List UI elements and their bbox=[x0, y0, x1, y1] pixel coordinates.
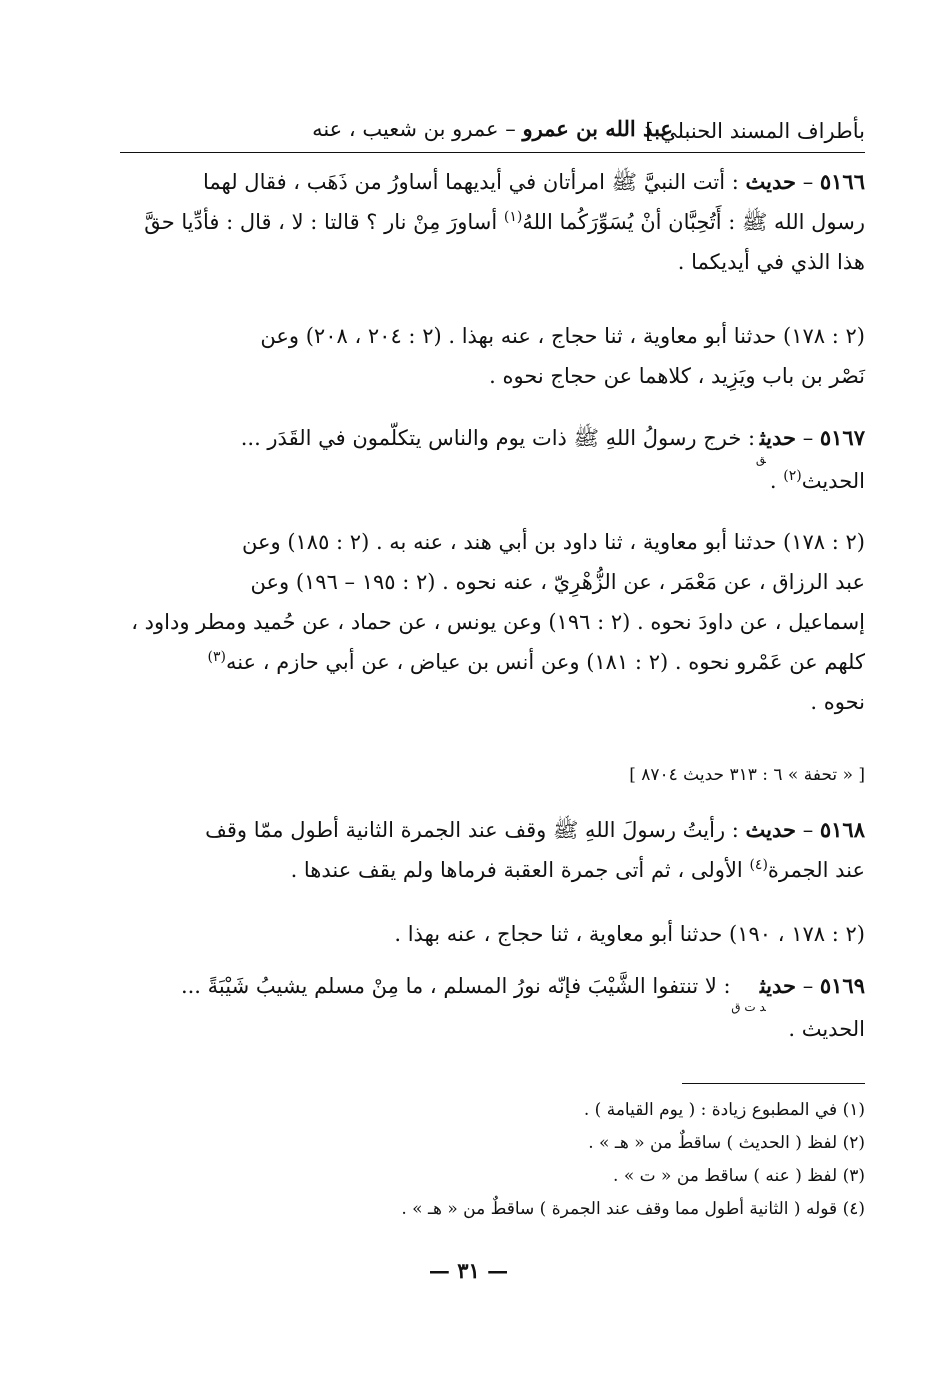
hadith-5166-line-1 bbox=[120, 162, 865, 202]
isnad-5167 bbox=[120, 522, 865, 722]
hadith-5167-line-2 bbox=[120, 461, 865, 501]
isnad-line: نَصْر بن باب ويَزِيد ، كلاهما عن حجاج نحوه . bbox=[489, 364, 865, 388]
hadith-number: ٥١٦٩ bbox=[819, 973, 865, 998]
footnote-1: (١) في المطبوع زيادة : ( يوم القيامة ) . bbox=[583, 1100, 865, 1120]
page-number: — ٣١ — bbox=[428, 1258, 509, 1283]
hadith-5168-line-1 bbox=[120, 810, 865, 850]
hadith-5169 bbox=[120, 966, 865, 1049]
hadith-label: حديث bbox=[759, 425, 797, 450]
footnote-ref-2: (٢) bbox=[783, 468, 802, 484]
header-book-title: بأطراف المسند الحنبلي ] bbox=[645, 119, 865, 143]
dash: – bbox=[796, 426, 820, 450]
hadith-5166-line-3: هذا الذي في أيديكما . bbox=[677, 250, 865, 274]
hadith-5167-line-1 bbox=[120, 418, 865, 466]
header-section-title bbox=[120, 114, 865, 144]
isnad-text: كلهم عن عَمْرو نحوه . (٢ : ١٨١) وعن أنس بن عياض ، عن أبي حازم ، عنه bbox=[225, 650, 865, 674]
isnad-line: (٢ : ١٧٨) حدثنا أبو معاوية ، ثنا داود بن أبي هند ، عنه به . (٢ : ١٨٥) وعن bbox=[241, 530, 865, 554]
hadith-text: أساورَ مِنْ نار ؟ قالتا : لا ، قال : فأدِّيا حقَّ bbox=[144, 210, 504, 234]
hadith-label: حديث bbox=[759, 973, 797, 998]
footnote-3: (٣) لفظ ( عنه ) ساقط من « ت » . bbox=[613, 1166, 865, 1186]
hadith-text: : أتت النبيَّ ﷺ امرأتان في أيديهما أساورُ من ذَهَب ، فقال لهما bbox=[203, 170, 746, 194]
isnad-line bbox=[120, 642, 865, 682]
source-sigla: د ت ق bbox=[731, 1000, 766, 1014]
hadith-number: ٥١٦٨ bbox=[819, 817, 865, 842]
running-header bbox=[120, 100, 865, 153]
isnad-5168 bbox=[120, 914, 865, 954]
footnotes bbox=[120, 1094, 865, 1226]
hadith-5168 bbox=[120, 810, 865, 890]
hadith-5166 bbox=[120, 162, 865, 282]
isnad-line: إسماعيل ، عن داودَ نحوه . (٢ : ١٩٦) وعن يونس ، عن حماد ، عن حُميد ومطر وداود ، bbox=[131, 610, 865, 634]
tuhfa-reference: [ « تحفة » ٦ : ٣١٣ حديث ٨٧٠٤ ] bbox=[629, 765, 865, 785]
dash: – bbox=[796, 818, 820, 842]
isnad-5166 bbox=[120, 316, 865, 396]
footnote-separator bbox=[682, 1083, 865, 1084]
header-section-rest: – عمرو بن شعيب ، عنه bbox=[312, 117, 523, 141]
hadith-5168-line-2 bbox=[120, 850, 865, 890]
hadith-label: حديث bbox=[745, 817, 797, 842]
hadith-text: : خرج رسولُ اللهِ ﷺ ذات يوم والناس يتكلّمون في القَدَر ... bbox=[240, 426, 762, 450]
hadith-5166-line-2 bbox=[120, 202, 865, 242]
hadith-text: : رأيتُ رسولَ اللهِ ﷺ وقف عند الجمرة الثانية أطول ممّا وقف bbox=[205, 818, 746, 842]
hadith-text: : لا تنتفوا الشَّيْبَ فإنّه نورُ المسلم ، ما مِنْ مسلم يشيبُ شَيْبَةً ... bbox=[180, 974, 738, 998]
hadith-text: . bbox=[769, 469, 784, 493]
isnad-line: (٢ : ١٧٨ ، ١٩٠) حدثنا أبو معاوية ، ثنا حجاج ، عنه بهذا . bbox=[394, 922, 865, 946]
footnote-ref-3: (٣) bbox=[207, 649, 226, 665]
dash: – bbox=[796, 974, 820, 998]
footnote-2: (٢) لفظ ( الحديث ) ساقطٌ من « هـ » . bbox=[588, 1133, 865, 1153]
header-section-bold: عبد الله بن عمرو bbox=[522, 116, 673, 141]
isnad-line: عبد الرزاق ، عن مَعْمَر ، عن الزُّهْرِيّ ، عنه نحوه . (٢ : ١٩٥ – ١٩٦) وعن bbox=[250, 570, 865, 594]
hadith-text: عند الجمرة bbox=[767, 858, 865, 882]
source-sigla: ق bbox=[755, 452, 766, 466]
hadith-number: ٥١٦٧ bbox=[819, 425, 865, 450]
footnote-4: (٤) قوله ( الثانية أطول مما وقف عند الجمرة ) ساقطٌ من « هـ » . bbox=[401, 1199, 865, 1219]
hadith-5169-line-2: الحديث . bbox=[788, 1017, 865, 1041]
hadith-label: حديث bbox=[745, 169, 797, 194]
footnote-ref-1: (١) bbox=[503, 209, 523, 225]
hadith-text: رسول الله ﷺ : أَتُحِبَّان أنْ يُسَوِّرَكُما اللهُ bbox=[522, 210, 865, 234]
dash: – bbox=[796, 170, 820, 194]
isnad-line: نحوه . bbox=[810, 690, 865, 714]
hadith-text: الحديث bbox=[801, 469, 865, 493]
hadith-5169-line-1 bbox=[120, 966, 865, 1014]
hadith-number: ٥١٦٦ bbox=[819, 169, 865, 194]
footnote-ref-4: (٤) bbox=[749, 857, 768, 873]
isnad-line: (٢ : ١٧٨) حدثنا أبو معاوية ، ثنا حجاج ، عنه بهذا . (٢ : ٢٠٤ ، ٢٠٨) وعن bbox=[260, 324, 865, 348]
hadith-text: الأولى ، ثم أتى جمرة العقبة فرماها ولم يقف عندها . bbox=[290, 858, 750, 882]
hadith-5167 bbox=[120, 418, 865, 501]
